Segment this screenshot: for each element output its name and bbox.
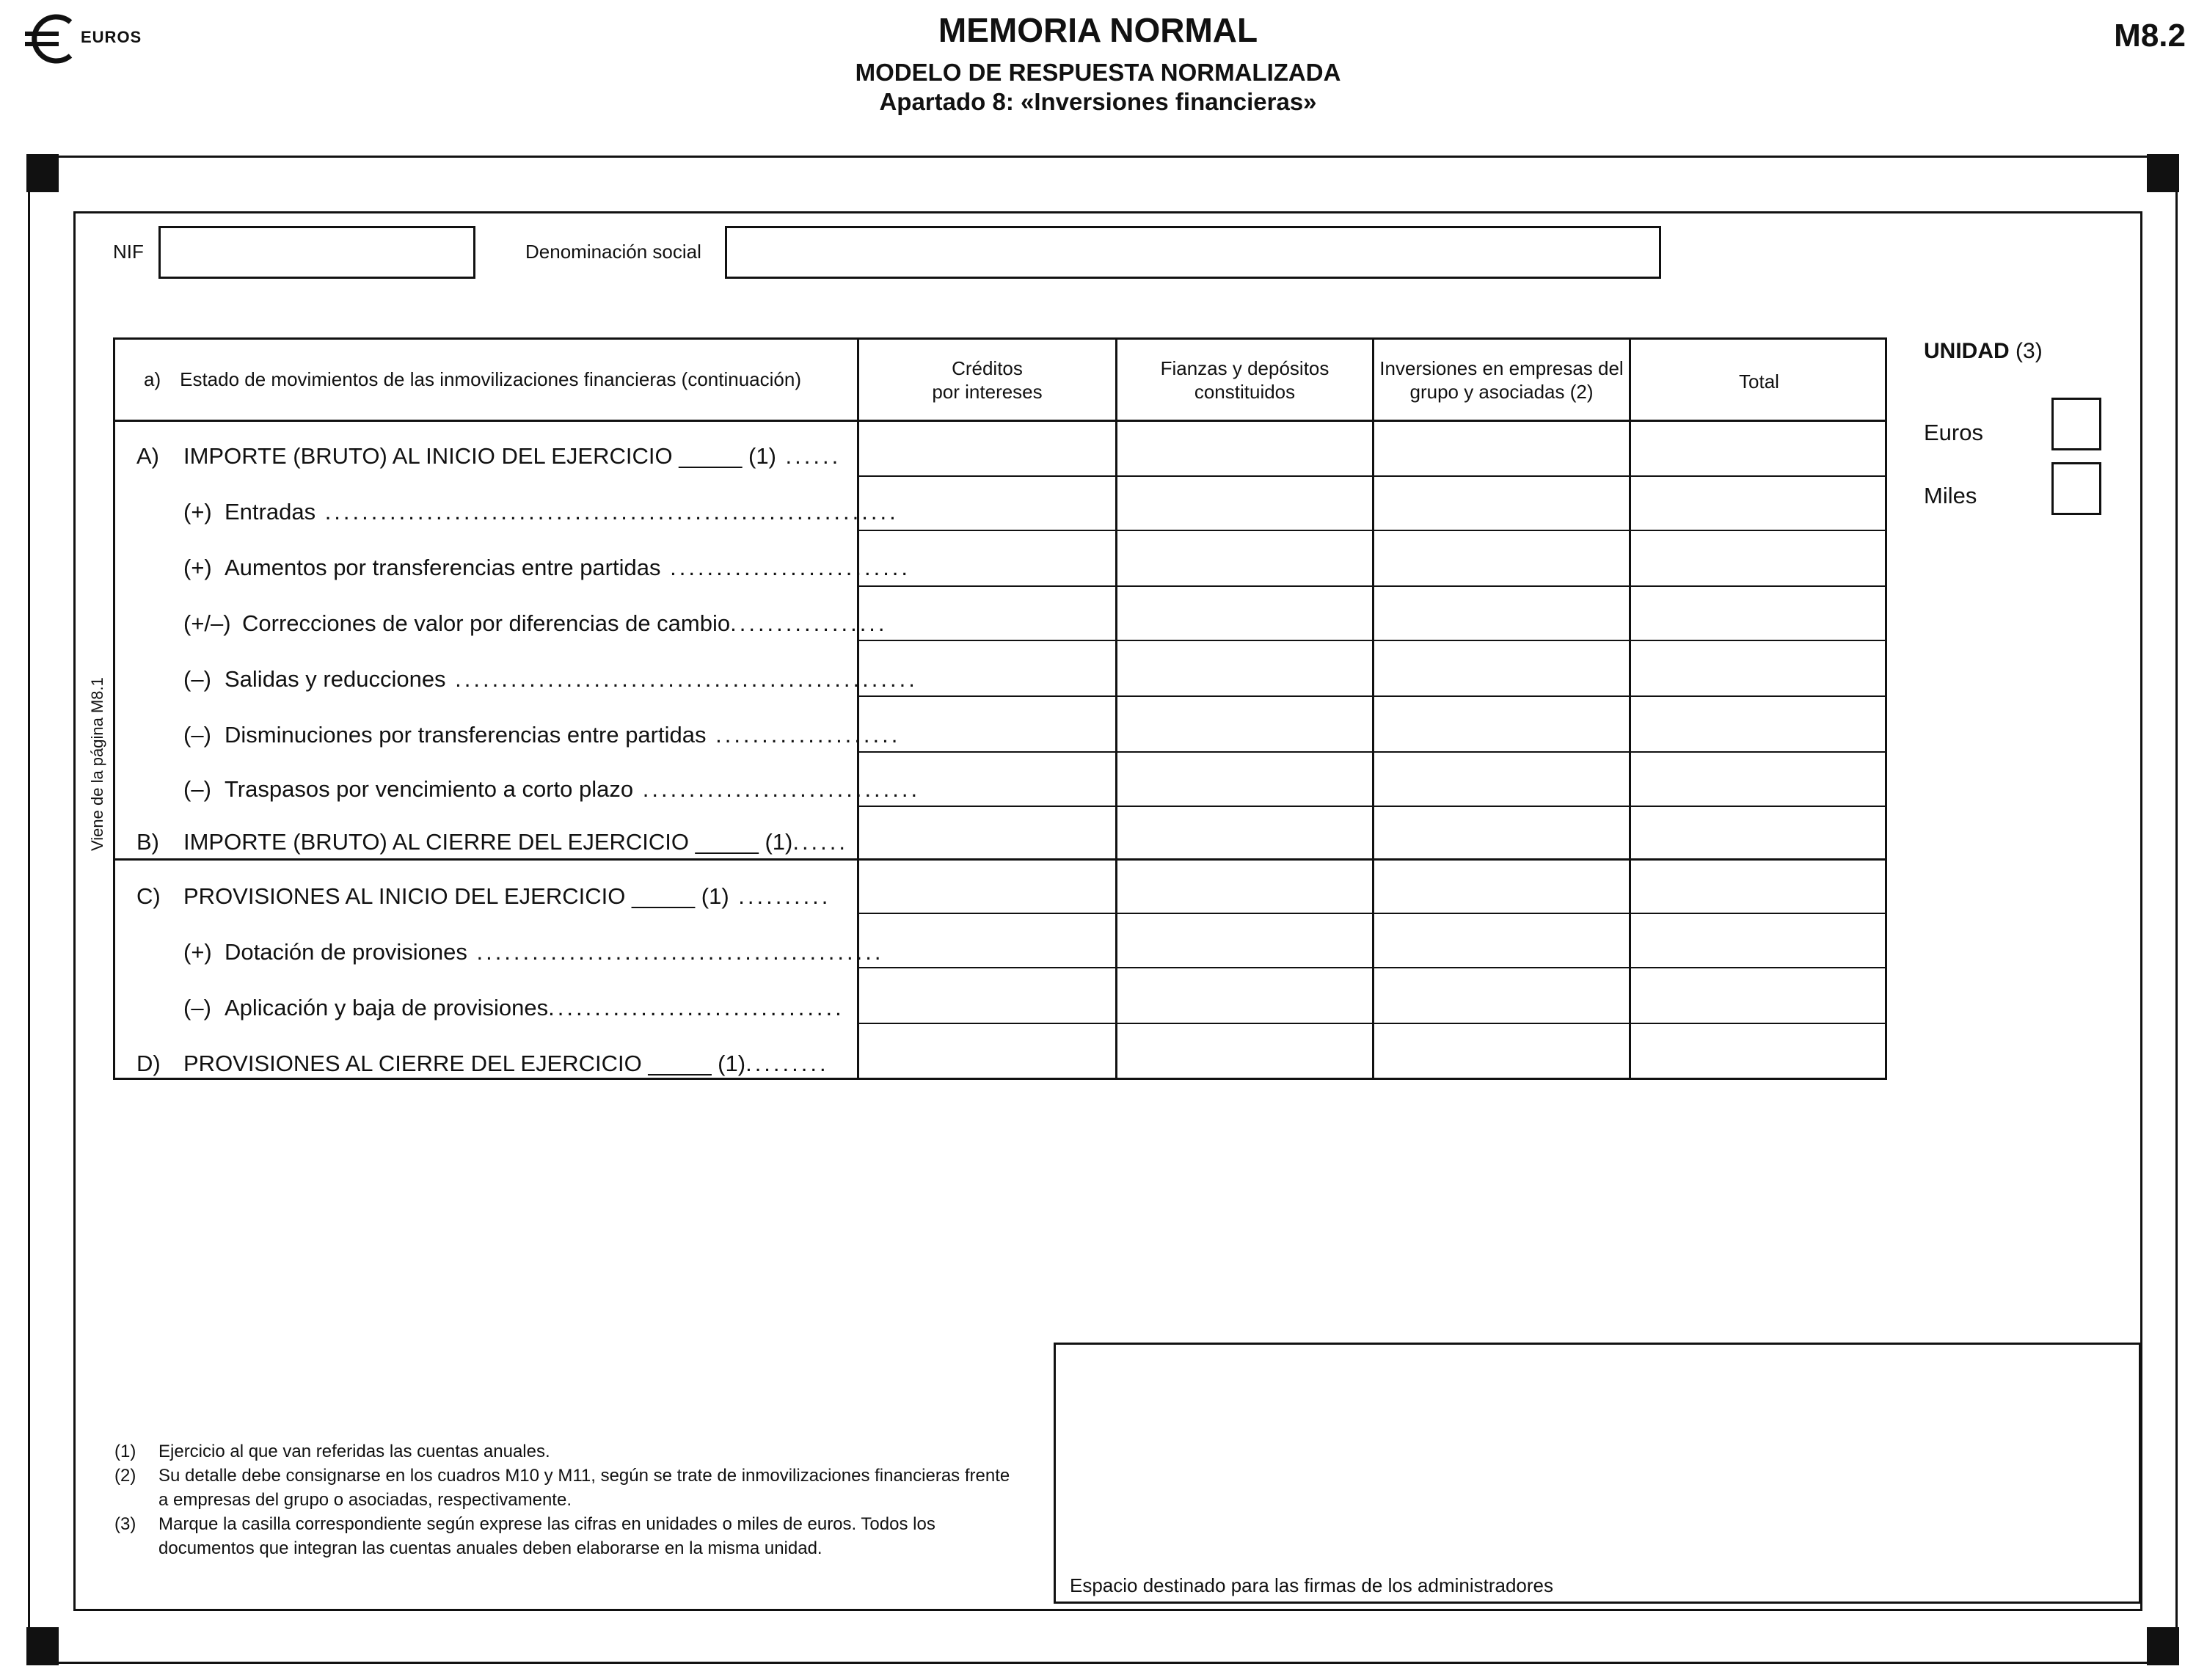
side-note: Viene de la página M8.1 [88,677,106,851]
row-divider [857,967,1887,968]
denominacion-field[interactable] [725,226,1661,279]
table-row-label: C) PROVISIONES AL INICIO DEL EJERCICIO _____ (1) .......... [136,883,831,909]
column-header-creditos: Créditos por intereses [932,357,1043,403]
table-row-label: D) PROVISIONES AL CIERRE DEL EJERCICIO _____ (1)......... [136,1051,829,1076]
table-row-label: (–) Disminuciones por transferencias entre partidas .................... [183,722,901,748]
row-divider [857,640,1887,641]
registration-mark-bottom-right [2147,1627,2179,1665]
footnote: (3) Marque la casilla correspondiente según exprese las cifras en unidades o miles de euros. Todos los documentos que integran las cuentas anuales deben elaborarse en la misma unidad. [114,1514,935,1558]
row-divider [857,475,1887,477]
registration-mark-top-right [2147,154,2179,192]
row-divider [857,585,1887,587]
euros-label: Euros [1924,420,1983,445]
table-header-label: a) Estado de movimientos de las inmovilizaciones financieras (continuación) [144,368,801,390]
table-row-label: A) IMPORTE (BRUTO) AL INICIO DEL EJERCICIO _____ (1) ...... [136,443,842,469]
section-divider [113,858,1887,861]
row-divider [857,806,1887,807]
form-code: M8.2 [2114,18,2186,54]
header-divider [113,420,1887,422]
table-row-label: (+) Dotación de provisiones ............................................ [183,939,884,965]
col-divider [857,337,859,1080]
miles-label: Miles [1924,483,1977,508]
row-divider [857,1023,1887,1024]
registration-mark-bottom-left [26,1627,59,1665]
table-row-label: B) IMPORTE (BRUTO) AL CIERRE DEL EJERCICIO _____ (1)...... [136,829,849,855]
col-divider [1115,337,1117,1080]
miles-checkbox[interactable] [2051,462,2101,515]
footnotes [114,1439,1024,1560]
table-row-label: (+/–) Correcciones de valor por diferencias de cambio................. [183,610,888,636]
page-subtitle: MODELO DE RESPUESTA NORMALIZADA [855,59,1341,86]
row-divider [857,751,1887,753]
table-row-label: (–) Aplicación y baja de provisiones................................ [183,995,845,1020]
table-row-label: (–) Traspasos por vencimiento a corto plazo .............................. [183,776,921,802]
section-title: Apartado 8: «Inversiones financieras» [879,88,1317,115]
table-row-label: (–) Salidas y reducciones .................................................. [183,666,918,692]
euros-checkbox[interactable] [2051,398,2101,450]
row-divider [857,913,1887,914]
column-header-fianzas: Fianzas y depósitos constituidos [1160,357,1329,403]
unidad-title: UNIDAD (3) [1924,339,2043,363]
page-title: MEMORIA NORMAL [938,11,1258,49]
footnote: (1) Ejercicio al que van referidas las cuentas anuales. [114,1442,550,1461]
footnote: (2) Su detalle debe consignarse en los cuadros M10 y M11, según se trate de inmovilizaciones financieras frente a empresas del grupo o asociadas, respectivamente. [114,1466,1010,1510]
column-header-inversiones: Inversiones en empresas del grupo y asociadas (2) [1379,357,1624,403]
nif-field[interactable] [158,226,475,279]
table-row-label: (+) Aumentos por transferencias entre partidas .......................... [183,555,911,580]
denominacion-label: Denominación social [525,241,701,263]
column-header-total: Total [1739,370,1779,392]
row-divider [857,695,1887,697]
nif-label: NIF [113,241,144,263]
registration-mark-top-left [26,154,59,192]
table-row-label: (+) Entradas .............................................................. [183,499,899,525]
signature-box[interactable] [1054,1343,2141,1604]
row-divider [857,530,1887,531]
currency-label: EUROS [81,28,142,46]
signature-label: Espacio destinado para las firmas de los administradores [1070,1574,1554,1596]
col-divider [1372,337,1374,1080]
col-divider [1629,337,1631,1080]
